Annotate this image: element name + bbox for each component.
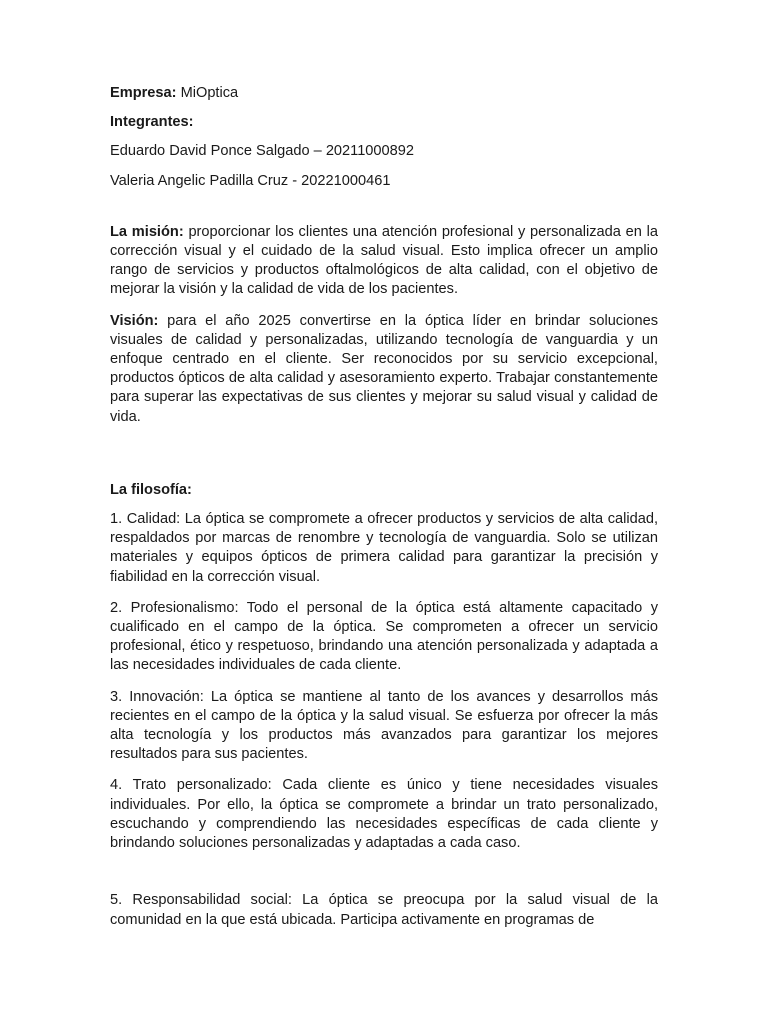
- member-2: Valeria Angelic Padilla Cruz - 20221000461: [110, 172, 391, 189]
- mission-paragraph: [110, 223, 658, 300]
- vision-text: para el año 2025 convertirse en la óptica líder en brindar soluciones visuales de calidad y personalizadas, utilizando tecnología de vanguardia y un enfoque centrado en el cliente. Ser reconocidos por su servicio excepcional, productos ópticos de alta calidad y asesoramiento experto. Trabajar constantemente para superar las expectativas de sus clientes y mejorar su salud visual y calidad de vida.: [110, 312, 658, 425]
- vision-label: Visión:: [110, 312, 159, 329]
- document-page: [110, 84, 658, 942]
- company-value: MiOptica: [176, 85, 239, 101]
- philosophy-item-3: 3. Innovación: La óptica se mantiene al tanto de los avances y desarrollos más recientes en el campo de la óptica y la salud visual. Se esfuerza por ofrecer la más alta tecnología y los productos más avanzados para garantizar los mejores resultados para sus pacientes.: [110, 688, 658, 763]
- philosophy-item-5: 5. Responsabilidad social: La óptica se preocupa por la salud visual de la comunidad en la que está ubicada. Participa activamente en programas de: [110, 892, 658, 928]
- spacer: [110, 439, 658, 481]
- philosophy-item-1: 1. Calidad: La óptica se compromete a ofrecer productos y servicios de alta calidad, respaldados por marcas de renombre y tecnología de vanguardia. Solo se utilizan materiales y equipos ópticos de primera calidad para garantizar la precisión y fiabilidad en la corrección visual.: [110, 511, 658, 585]
- spacer: [110, 865, 658, 891]
- members-label: Integrantes:: [110, 114, 194, 131]
- philosophy-item-4: 4. Trato personalizado: Cada cliente es único y tiene necesidades visuales individuales. Por ello, la óptica se compromete a brindar un trato personalizado, escuchando y comprendiendo las necesidades específicas de cada cliente y brindando soluciones personalizadas y adaptadas a cada caso.: [110, 777, 658, 852]
- mission-text: proporcionar los clientes una atención profesional y personalizada en la corrección visual y el cuidado de la salud visual. Esto implica ofrecer un amplio rango de servicios y productos oftalmológicos de alta calidad, con el objetivo de mejorar la visión y la calidad de vida de los pacientes.: [110, 223, 658, 298]
- company-label: Empresa:: [110, 85, 177, 101]
- members-heading: [110, 113, 658, 132]
- philosophy-item-2: 2. Profesionalismo: Todo el personal de la óptica está altamente capacitado y cualificado en el campo de la óptica. Se comprometen a ofrecer un servicio profesional, ético y respetuoso, brindando una atención personalizada y adaptada a las necesidades individuales de cada cliente.: [110, 599, 658, 674]
- philosophy-label: La filosofía:: [110, 481, 192, 498]
- company-line: [110, 84, 658, 103]
- member-1: Eduardo David Ponce Salgado – 20211000892: [110, 143, 415, 160]
- mission-label: La misión:: [110, 223, 184, 240]
- vision-paragraph: [110, 312, 658, 427]
- spacer: [110, 201, 658, 223]
- philosophy-heading: [110, 481, 658, 500]
